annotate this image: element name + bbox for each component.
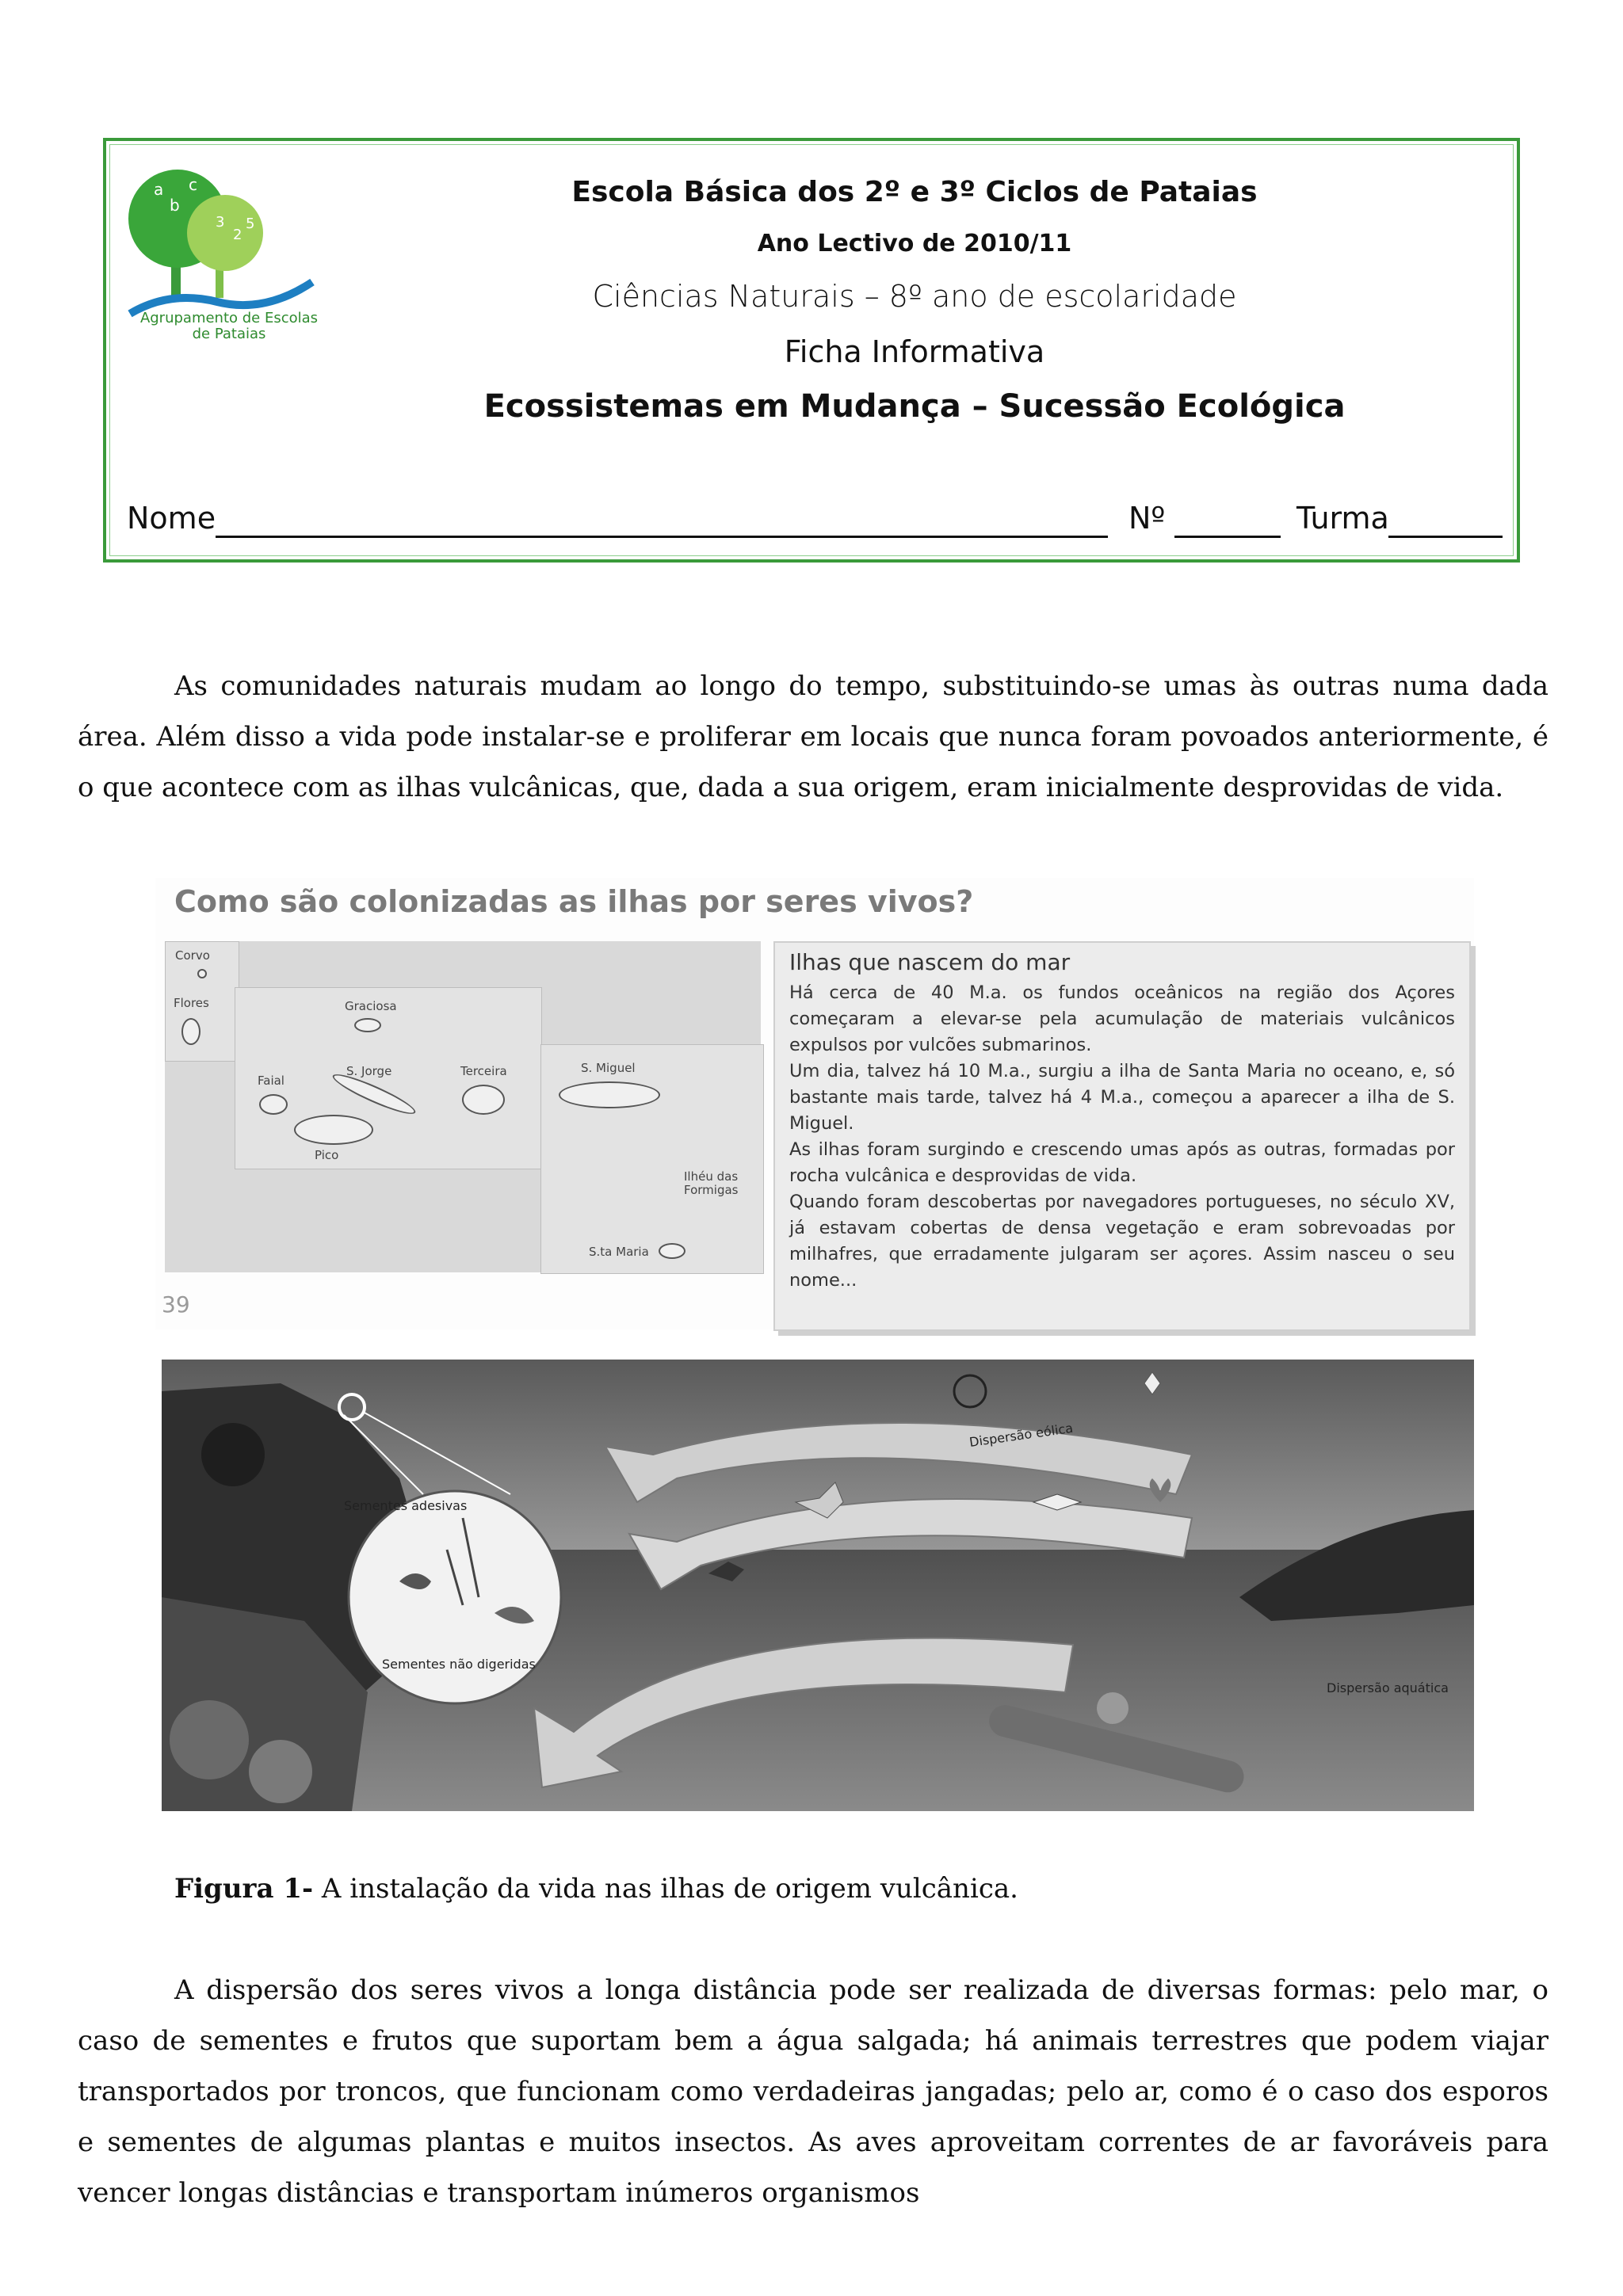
info-box-text: Há cerca de 40 M.a. os fundos oceânicos na região dos Açores começaram a elevar-se pela acumulação de materiais vulcânicos expulsos por vulcões submarinos. Um dia, talvez há 10 M.a., surgiu a ilha de Santa Maria no oceano, e, só bastante mais tarde, talvez há 4 M.a., começou a aparecer a ilha de S. Miguel. As ilhas foram surgindo e crescendo umas após as outras, formadas por rocha vulcânica e desprovidas de vida. Quando foram descobertas por navegadores portugueses, no século XV, já estavam cobertas de densa vegetação e eram sobrevoadas por milhafres, que erradamente julgaram ser açores. Assim nasceu o seu nome... [789, 982, 1455, 1291]
label-seeds-adhesive: Sementes adesivas [344, 1498, 468, 1513]
class-field[interactable] [1388, 536, 1503, 538]
map-label-pico: Pico [315, 1148, 339, 1162]
intro-paragraph: As comunidades naturais mudam ao longo do tempo, substituindo-se umas às outras numa dada área. Além disso a vida pode instalar-se e proliferar em locais que nunca foram povoados anteriormente, é o que acontece com as ilhas vulcânicas, que, dada a sua origem, eram inicialmente desprovidas de vida. [78, 670, 1549, 803]
map-label-smiguel: S. Miguel [581, 1061, 636, 1075]
animal-on-raft-icon [1097, 1692, 1128, 1724]
worksheet-title: Ecossistemas em Mudança – Sucessão Ecológica [483, 388, 1346, 425]
svg-text:5: 5 [246, 215, 255, 232]
info-box-title: Ilhas que nascem do mar [789, 949, 1071, 975]
number-label: Nº [1128, 501, 1166, 536]
svg-text:b: b [170, 196, 180, 215]
map-inset-east [540, 1044, 764, 1274]
book-page-number: 39 [162, 1291, 190, 1318]
map-inset-west [165, 941, 239, 1062]
map-label-faial: Faial [258, 1074, 285, 1088]
school-name: Escola Básica dos 2º e 3º Ciclos de Pataias [571, 176, 1258, 208]
info-box [773, 941, 1471, 1331]
map-label-smaria: S.ta Maria [589, 1245, 649, 1259]
school-year: Ano Lectivo de 2010/11 [757, 230, 1072, 257]
caption-text: A instalação da vida nas ilhas de origem vulcânica. [313, 1873, 1018, 1905]
smaria-island-icon [659, 1243, 685, 1259]
faial-island-icon [259, 1094, 288, 1115]
map-label-sjorge: S. Jorge [346, 1064, 392, 1078]
smiguel-island-icon [559, 1081, 660, 1108]
label-water-dispersal: Dispersão aquática [1327, 1680, 1449, 1695]
flores-island-icon [181, 1018, 200, 1045]
caption-label: Figura 1- [174, 1873, 314, 1905]
dispersal-scene [162, 1360, 1474, 1811]
map-label-ilheu: Ilhéu das Formigas [684, 1169, 739, 1197]
corvo-island-icon [197, 969, 207, 978]
map-inset-central [235, 987, 542, 1169]
svg-text:3: 3 [216, 214, 225, 231]
pico-island-icon [294, 1115, 373, 1145]
logo-text-line2: de Pataias [192, 326, 266, 342]
second-paragraph: A dispersão dos seres vivos a longa distância pode ser realizada de diversas formas: pelo mar, o caso de sementes e frutos que suportam bem a água salgada; há animais terrestres que podem viajar transportados por troncos, que funcionam como verdadeiras jangadas; pelo ar, como é o caso dos esporos e sementes de algumas plantas e muitos insectos. As aves aproveitam correntes de ar favoráveis para vencer longas distâncias e transportam inúmeros organismos [78, 1974, 1549, 2209]
dispersal-illustration [162, 1360, 1474, 1811]
terceira-island-icon [462, 1085, 505, 1115]
svg-text:c: c [189, 175, 197, 194]
svg-text:a: a [154, 180, 164, 199]
name-field[interactable] [216, 536, 1108, 538]
label-wind-dispersal: Dispersão eólica [968, 1420, 1075, 1450]
map-label-flores: Flores [174, 996, 209, 1010]
svg-text:2: 2 [233, 227, 242, 243]
header-box [103, 138, 1520, 563]
map-label-terceira: Terceira [460, 1064, 507, 1078]
graciosa-island-icon [354, 1018, 381, 1032]
figure-caption [174, 1873, 1018, 1905]
figure-heading: Como são colonizadas as ilhas por seres vivos? [174, 884, 974, 919]
school-logo [122, 163, 320, 345]
document-type: Ficha Informativa [784, 334, 1045, 369]
student-fields [127, 496, 1506, 540]
logo-text-line1: Agrupamento de Escolas [139, 310, 319, 326]
class-label: Turma [1296, 501, 1389, 536]
label-seeds-undigested: Sementes não digeridas [382, 1657, 536, 1672]
number-field[interactable] [1174, 536, 1281, 538]
map-label-corvo: Corvo [175, 948, 210, 963]
subject-line: Ciências Naturais – 8º ano de escolaridade [592, 279, 1237, 314]
map-label-graciosa: Graciosa [345, 999, 397, 1013]
name-label: Nome [127, 501, 216, 536]
